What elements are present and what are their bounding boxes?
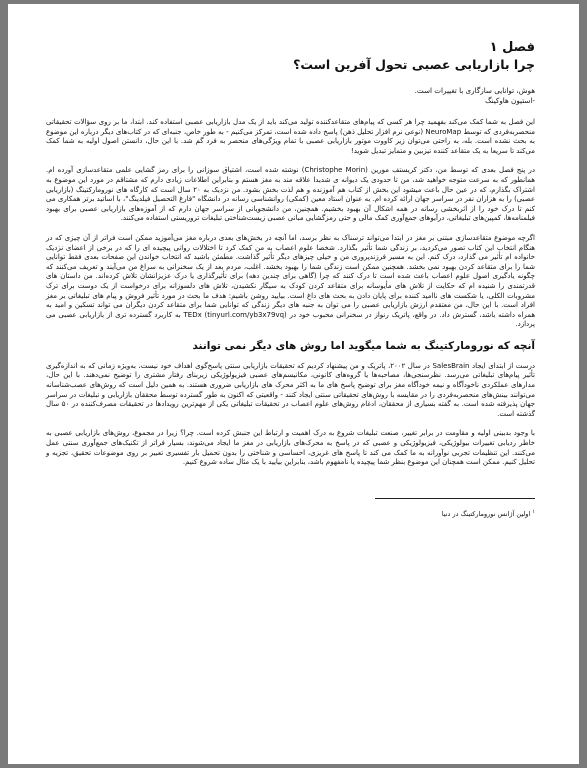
footnote-marker: ۱ xyxy=(532,508,535,515)
footnote xyxy=(46,509,535,518)
document-page xyxy=(8,4,579,764)
body-paragraph-1: این فصل به شما کمک می‌کند بفهمید چرا هر کسی که پیام‌های متقاعدکننده تولید می‌کند باید از یک مدل بازاریابی عصبی استفاده کند. ابتدا، ما بر روی سؤالات تحقیقاتی منحصربه‌فردی که توسط NeuroMap (نوعی نرم افزار تحلیل ذهن) پاسخ داده شده است، تمرکز می‌کنیم - به طور خاص، جنبه‌ای که در کتاب‌های دیگر درباره این موضوع به بحث نشده است. بله، به راحتی می‌توان زیر کاووت موتور بازاریابی عصبی با تمام ویژگی‌های منحصر به فرد گم شد. با این حال، دانستن اصول اولیه به شما کمک می‌کند تا سریعا به یک متقاعد کننده تیزبین و متمایز تبدیل شوید! xyxy=(46,118,535,155)
chapter-title: چرا بازاریابی عصبی تحول آفرین است؟ xyxy=(293,57,535,72)
section-paragraph-1: درست از ابتدای ایجاد SalesBrain در سال ۲۰۰۲، پاتریک و من پیشنهاد کردیم که تحقیقات بازاریابی سنتی پاسخ‌گوی اهداف خود نیست، به‌ویژه زمانی که به اندازه‌گیری تأثیر پیام‌های تبلیغاتی می‌رسد. نظرسنجی‌ها، مصاحبه‌ها یا گروه‌های کانونی، مکانیسم‌های عصبی فیزیولوژیکی زیربنای رفتار مشتری را توضیح نمی‌دهند. با این حال، مدارهای عملکردی ناخودآگاه و نیمه خودآگاه مغز برای توضیح پاسخ های ما به اکثر محرک های بازاریابی ضروری هستند. به همین دلیل است که روش‌های عصب‌شناسانه می‌توانند بینش‌های منحصربه‌فردی را در مقایسه با روش‌های تحقیقاتی سنتی ایجاد کنند - واقعیتی که اکنون به طور گسترده توسط محققان بازاریابی و تبلیغات در سراسر جهان پذیرفته شده است. به گفته بسیاری از محققان، ادغام روش‌های علوم اعصاب در تحقیقات تبلیغاتی یکی از مهم‌ترین رویدادها در تحقیقات مصرف‌کننده در ۵۰ سال گذشته است. xyxy=(46,361,535,418)
footnote-divider xyxy=(375,498,535,499)
section-paragraph-2: با وجود بدبینی اولیه و مقاومت در برابر تغییر، صنعت تبلیغات شروع به درک اهمیت و ارتباط این جنبش کرده است. چرا؟ زیرا در مجموع، روش‌های بازاریابی عصبی به خاطر ردیابی تغییرات بیولوژیکی، فیزیولوژیکی و عصبی که در پاسخ به محرک‌های بازاریابی در مغز ما ایجاد می‌شوند، بسیار فراتر از تکنیک‌های جمع‌آوری سنتی عمل می‌کنند. این تنظیمات تجربی نوآورانه به ما کمک می کند تا پاسخ های غریزی، احساسی و شناختی را بدون تحمیل بار تفسیری تعبیر بر روی موضوعات تحقیق، تجزیه و تحلیل کنیم. ممکن است همچنان این موضوع بنظر شما پیچیده یا نامفهوم باشد، بنابراین بیایید با یک مثال ساده شروع کنیم. xyxy=(46,429,535,467)
epigraph xyxy=(46,86,535,106)
epigraph-quote: هوش، توانایی سازگاری با تغییرات است. xyxy=(414,86,535,95)
epigraph-author: -استیون هاوکینگ xyxy=(485,96,535,105)
body-paragraph-2: در پنج فصل بعدی که توسط من، دکتر کریستف مورین (Christophe Morin) نوشته شده است، اشتیاق سوزانی را برای رمز گشایی علمی متقاعدسازی آورده ام. همانطور که به سرعت متوجه خواهید شد، من تا حدودی یک دیوانه ی شدیدا علاقه مند به مغز هستم و بنابراین اطلاعات زیادی دارم که مشتاقم در مورد این موضوع به اشتراک بگذارم، که در عین حال باعث میشود این بخش از کتاب هم آموزنده و هم لذت بخش بشود. من نزدیک به ۲۰ سال است که کارگاه های نوروماركتینگ (بازاریابی عصبی) را به هزاران نفر در سراسر جهان ارائه کرده ام. به عنوان استاد معین (کمکی) روانشناسی رسانه در دانشگاه "فارغ التحصیل فیلدینگ"، با اساتید برتر همکاری می کنم تا درک خود را از اثربخشی رسانه در همه اشکال آن بهبود بخشیم. همچنین، من دانشجویانی از سراسر جهان دارم که از آموزه‌های بازاریابی عصبی برای بهبود فیلمنامه‌ها، کمپین‌های تبلیغاتی، درآیوهای جمع‌آوری کمک مالی و حتی رمزگشایی مبانی عصبی زیست‌شناختی تبلیغات تروریستی استفاده می‌کنند. xyxy=(46,166,535,223)
chapter-heading: فصل ۱ xyxy=(489,40,535,55)
footnote-text: اولین آژانس نوروماركتینگ در دنیا xyxy=(441,509,531,518)
body-paragraph-3: اگرچه موضوع متقاعدسازی مبتنی بر مغز در ابتدا می‌تواند ترسناک به نظر برسد، اما آنچه در بخش‌های بعدی درباره مغز می‌آموزید ممکن است فراتر از آن چیزی که در هنگام انتخاب این کتاب تصور می‌کردید، بر زندگی شما تأثیر بگذارد. شخصا علوم اعصاب به من کمک کرد تا اختلالات روانی پیچیده ای را که در برخی از اعضای نزدیک خانواده ام تأثیر می گذارد، درک کنم. این به مسیر فرزندپروری من و خیلی چیزهای دیگر تأثیر گذاشت. مطمئن باشید که انتخاب خواندن این صفحات بعدی فقط توانایی شما را برای متقاعد کردن بهبود نمی بخشد. همچنین ممکن است زندگی شما را بهبود بخشد. اغلب، مردم بعد از یک سخنرانی به سراغ من می‌آیند و تعریف می‌کنند که چگونه یادگیری اصول علوم اعصاب باعث شده است تا درک کنند که چرا (گاهی برای چندین دهه) برای تأثیرگذاری یا درک عزیزانشان تلاش کرده‌اند. من داستان های قدرتمندی را شنیده ام که حکایت از تلاش های مأیوسانه برای متقاعد کردن کودک به سیگار نکشیدن، تلاش های دلسوزانه برای درخواست از یک دوست برای ترک مشروبات الکلی، یا شکست های ناامید کننده برای پایان دادن به بحث های داغ است. بیایید روشن باشیم: هدف ما بحث در مورد تأثیر فروش و پیام های تبلیغاتی بر مغز افراد است. با این حال، من معتقدم ارزش بازاریابی عصبی را می توان به جنبه های دیگر زندگی که توانایی شما برای متقاعد کردن دیگران می تواند تسکین و امید به همراه داشته باشد، گسترش داد. در واقع، پاتریک رنواز در سخنرانی محبوب خود در TEDx (tinyurl.com/yb3x79vq) به کاربرد گسترده تری از بازاریابی عصبی می پردازد. xyxy=(46,233,536,329)
section-heading: آنچه که نوروماركتینگ به شما میگوید اما روش های دیگر نمی توانند xyxy=(192,339,535,352)
